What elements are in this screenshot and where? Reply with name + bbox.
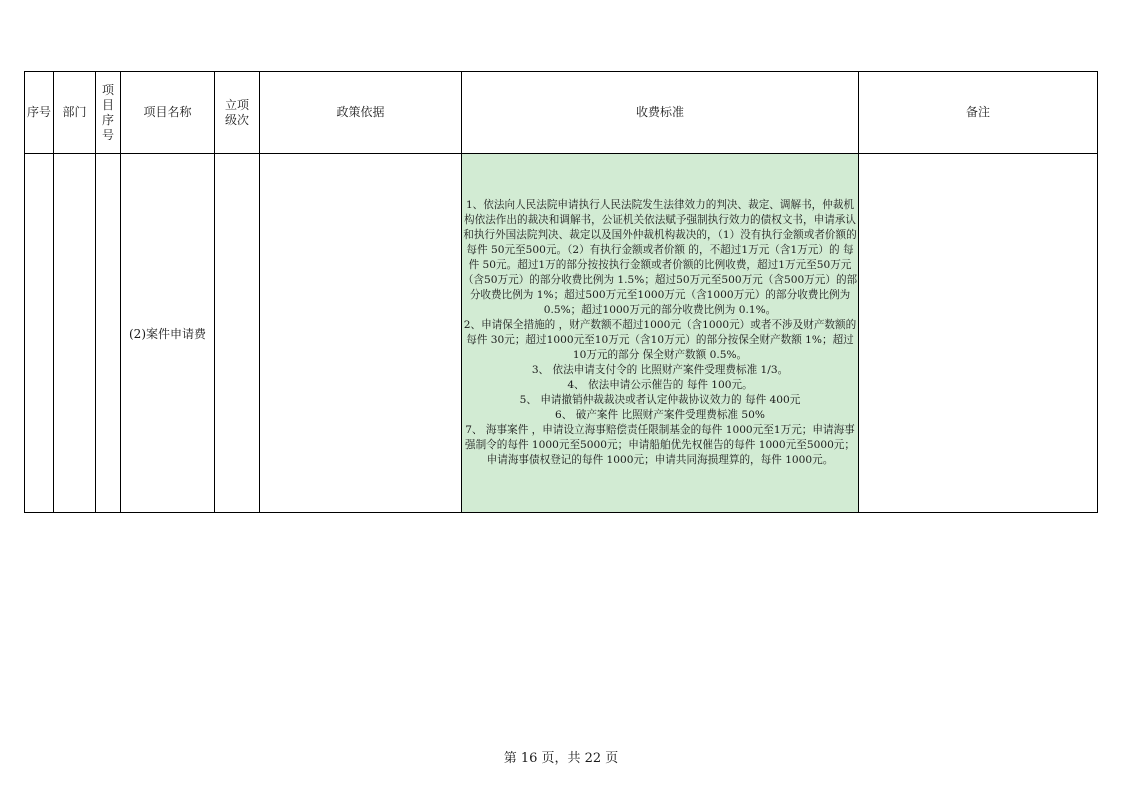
cell-remarks bbox=[859, 154, 1098, 513]
header-item-name: 项目名称 bbox=[121, 72, 215, 154]
header-standard: 收费标准 bbox=[462, 72, 859, 154]
fee-table bbox=[24, 71, 1098, 513]
header-item-seq: 项目序号 bbox=[101, 82, 114, 142]
table-row bbox=[25, 154, 1098, 513]
header-remarks: 备注 bbox=[859, 72, 1098, 154]
cell-department bbox=[54, 154, 96, 513]
header-level-cell bbox=[215, 72, 260, 154]
cell-item-seq bbox=[96, 154, 121, 513]
cell-policy bbox=[260, 154, 462, 513]
cell-standard bbox=[462, 154, 859, 513]
header-seq: 序号 bbox=[25, 72, 54, 154]
header-department: 部门 bbox=[54, 72, 96, 154]
table-header-row bbox=[25, 72, 1098, 154]
fee-standard-text: 1、依法向人民法院申请执行人民法院发生法律效力的判决、裁定、调解书，仲裁机构依法作出的裁决和调解书，公证机关依法赋予强制执行效力的债权文书，申请承认和执行外国法院判决、裁定以及国外仲裁机构裁决的，（1）没有执行金额或者价额的 每件 50元至500元。（2）有执行金额或者价额 的，不超过1万元（含1万元）的 每件 50元。超过1万的部分按按执行金额或者价额的比例收费，超过1万元至50万元（含50万元）的部分收费比例为 1.5%；超过50万元至500万元（含500万元）的部分收费比例为 1%；超过500万元至1000万元（含1000万元）的部分收费比例为 0.5%；超过1000万元的部分收费比例为 0.1%。 2、申请保全措施的 ，财产数额不超过1000元（含1000元）或者不涉及财产数额的每件 30元；超过1000元至10万元（含10万元）的部分按保全财产数额 1%；超过10万元的部分 保全财产数额 0.5%。 3、 依法申请支付令的 比照财产案件受理费标准 1/3。 4、 依法申请公示催告的 每件 100元。 5、 申请撤销仲裁裁决或者认定仲裁协议效力的 每件 400元 6、 破产案件 比照财产案件受理费标准 50% 7、 海事案件 ，申请设立海事赔偿责任限制基金的每件 1000元至1万元；申请海事强制令的每件 1000元至5000元；申请船舶优先权催告的每件 1000元至5000元；申请海事债权登记的每件 1000元；申请共同海损理算的，每件 1000元。 bbox=[462, 199, 858, 466]
cell-level bbox=[215, 154, 260, 513]
header-item-seq-cell bbox=[96, 72, 121, 154]
cell-seq bbox=[25, 154, 54, 513]
header-policy: 政策依据 bbox=[260, 72, 462, 154]
cell-item-name: (2)案件申请费 bbox=[121, 154, 215, 513]
header-level: 立项级次 bbox=[224, 97, 249, 127]
page-footer: 第 16 页，共 22 页 bbox=[503, 751, 619, 766]
